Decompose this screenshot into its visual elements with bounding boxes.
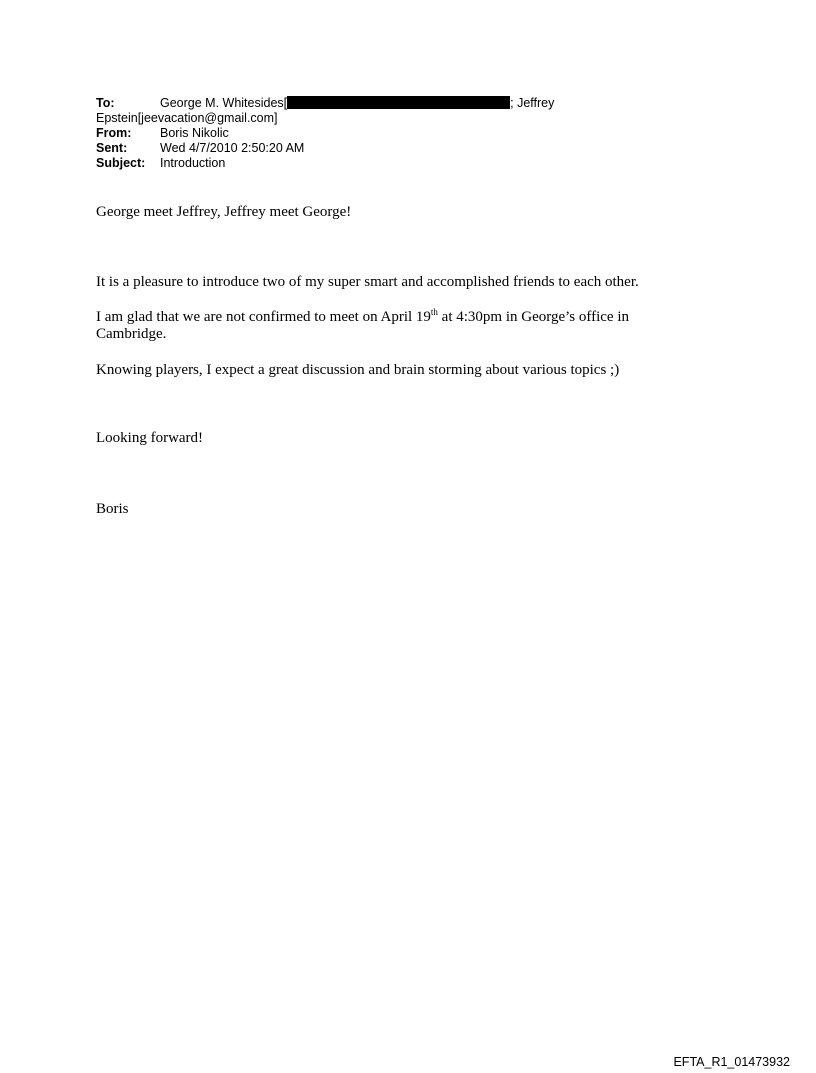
- subject-row: [96, 156, 616, 171]
- sent-value: Wed 4/7/2010 2:50:20 AM: [160, 141, 305, 155]
- paragraph-discussion: Knowing players, I expect a great discussion and brain storming about various topics ;): [96, 362, 620, 378]
- closing: Looking forward!: [96, 430, 204, 446]
- document-id: EFTA_R1_01473932: [673, 1055, 790, 1069]
- paragraph-meeting-text-end: at 4:30pm in George’s office in: [437, 309, 629, 325]
- to-continuation: Epstein[jeevacation@gmail.com]: [96, 111, 278, 125]
- subject-label: Subject:: [96, 156, 146, 170]
- from-value: Boris Nikolic: [160, 126, 229, 140]
- paragraph-meeting-line2: Cambridge.: [96, 326, 167, 342]
- from-row: [96, 126, 616, 141]
- redaction-block: [287, 96, 510, 109]
- to-recipient-continued: ; Jeffrey: [510, 96, 555, 110]
- signature: Boris: [96, 501, 129, 517]
- to-continuation-row: [96, 111, 616, 126]
- paragraph-meeting: [96, 309, 629, 343]
- sent-row: [96, 141, 616, 156]
- to-row: [96, 96, 616, 111]
- email-header: [96, 96, 616, 171]
- sent-label: Sent:: [96, 141, 128, 155]
- from-label: From:: [96, 126, 132, 140]
- ordinal-suffix: th: [430, 307, 438, 317]
- to-recipient-name: George M. Whitesides[: [160, 96, 288, 110]
- to-label: To:: [96, 96, 115, 110]
- greeting: George meet Jeffrey, Jeffrey meet George!: [96, 204, 352, 220]
- to-value: [160, 96, 554, 111]
- paragraph-intro: It is a pleasure to introduce two of my super smart and accomplished friends to each other.: [96, 274, 639, 290]
- paragraph-meeting-text: I am glad that we are not confirmed to meet on April 19: [96, 309, 431, 325]
- subject-value: Introduction: [160, 156, 226, 170]
